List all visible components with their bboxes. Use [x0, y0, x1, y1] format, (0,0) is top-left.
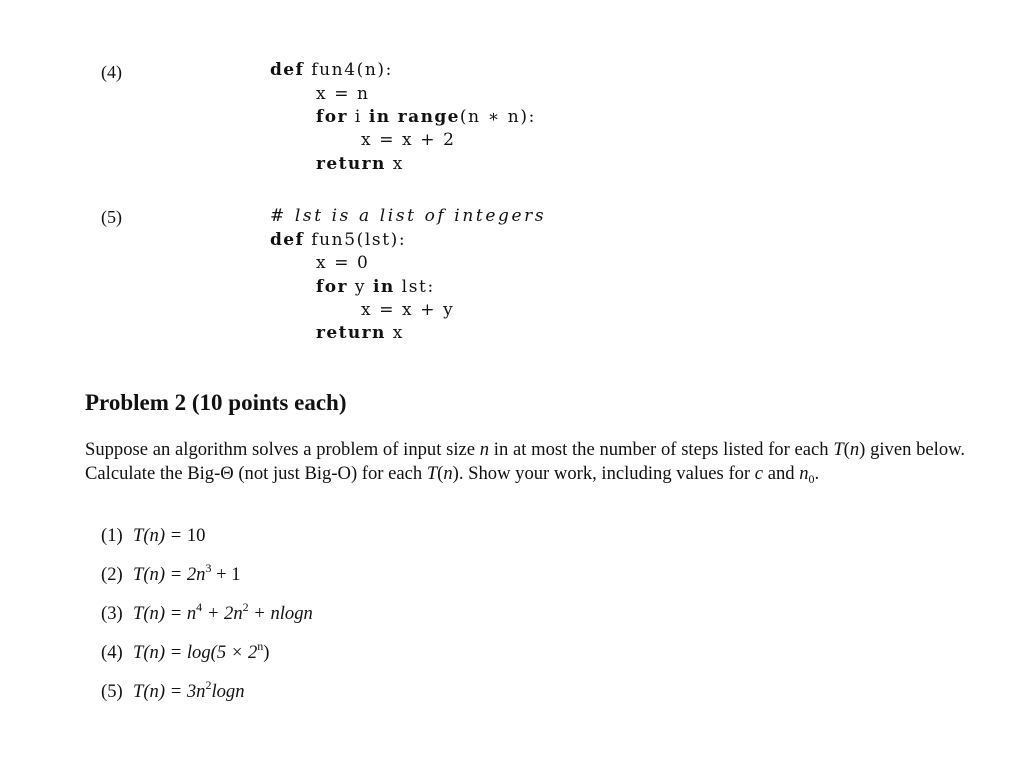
problem-number: (4) [101, 62, 122, 82]
code-comment: # lst is a list of integers [270, 206, 547, 226]
code-line: def fun4(n): [270, 60, 393, 80]
list-item: (2) $T(n) = 2n^3 + 1$ [101, 561, 241, 585]
code-line: x = x + y [361, 300, 455, 320]
list-item: (3) $T(n) = n^4 + 2n^2 + nlogn$ [101, 600, 313, 624]
list-item: (4) $T(n) = \log(5 \times 2^n)$ [101, 639, 270, 663]
code-line: for i in range(n ∗ n): [316, 107, 536, 127]
code-line: x = n [316, 84, 370, 104]
code-line: def fun5(lst): [270, 230, 407, 250]
code-line: return x [316, 154, 404, 174]
code-line: x = x + 2 [361, 130, 456, 150]
list-item: (5) $T(n) = 3n^2\log n$ [101, 678, 245, 702]
code-line: for y in lst: [316, 277, 435, 297]
list-item: (1) T(n) = 10 [101, 525, 206, 546]
code-line: x = 0 [316, 253, 370, 273]
problem-number: (5) [101, 207, 122, 227]
problem-2-heading: Problem 2 (10 points each) [85, 390, 347, 415]
code-line: return x [316, 323, 404, 343]
problem-2-intro: Suppose an algorithm solves a problem of input size n in at most the number of steps listed for each T(n) given below. Calculate the Big-Θ (not just Big-O) for each T(n). Show your work, including values for c and $n_0$. [85, 439, 965, 486]
